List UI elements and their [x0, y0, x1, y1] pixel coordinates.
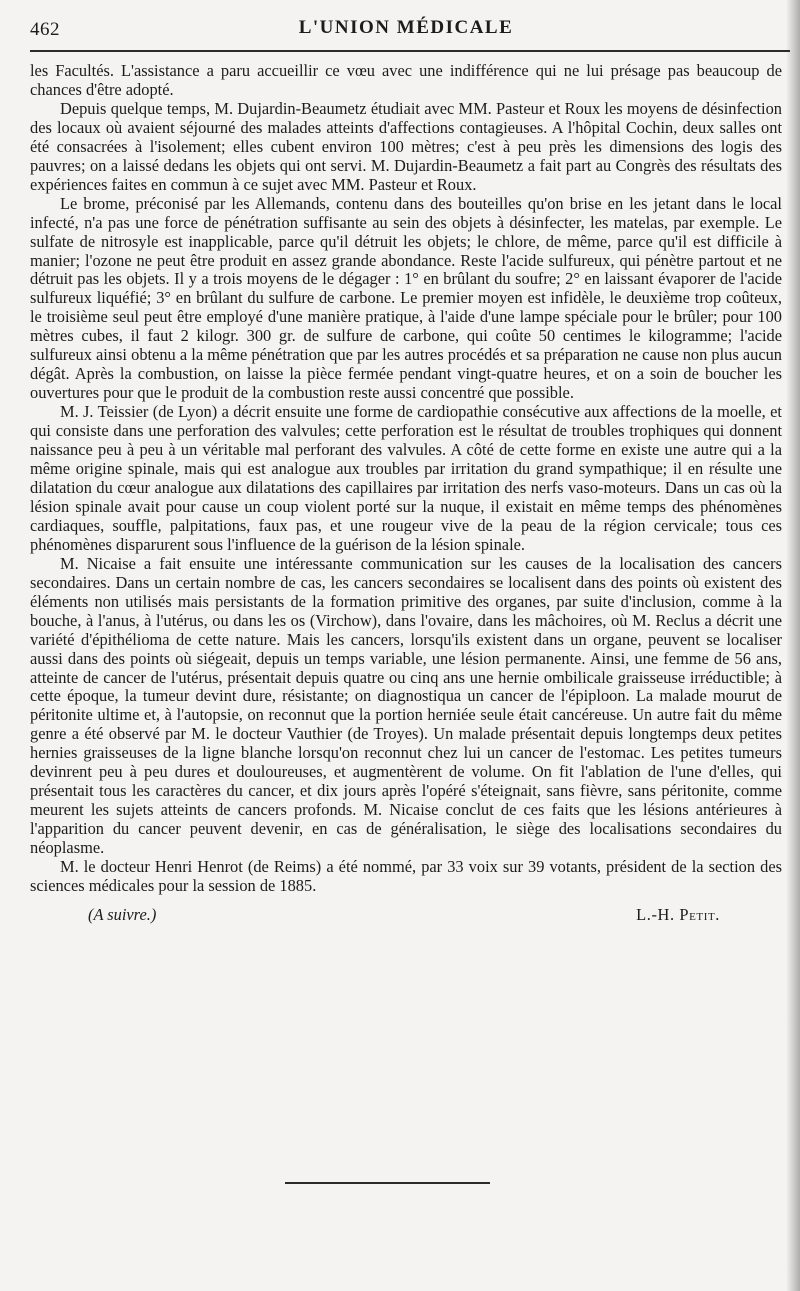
header-rule: [30, 50, 790, 52]
running-title: L'UNION MÉDICALE: [298, 17, 514, 38]
continuation-note: (A suivre.): [88, 904, 157, 924]
paragraph-nicaise: M. Nicaise a fait ensuite une intéressante communication sur les causes de la localisation des cancers secondaires. Dans un certain nombre de cas, les cancers secondaires se localisent dans des points où existent des éléments non utilisés mais persistants de la formation primitive des organes, par suite d'inclusion, comme à la bouche, à l'anus, à l'utérus, ou dans les os (Virchow), dans l'ovaire, dans les mâchoires, où M. Reclus a décrit une variété d'épithélioma de cette nature. Mais les cancers, lorsqu'ils existent dans un organe, peuvent se localiser aussi dans des points où siégeait, depuis un temps variable, une lésion permanente. Ainsi, une femme de 56 ans, atteinte de cancer de l'utérus, présentait depuis quatre ou cinq ans une hernie ombilicale graisseuse irréductible; à cette époque, la tumeur devint dure, résistante; on diagnostiqua un cancer de l'épiploon. La malade mourut de péritonite ultime et, à l'autopsie, on reconnut que la portion herniée seule était cancéreuse. Un autre fait du même genre a été observé par M. le docteur Vauthier (de Troyes). Un malade présentait depuis longtemps deux petites hernies graisseuses de la ligne blanche lorsqu'on reconnut chez lui un cancer de l'estomac. Les petites tumeurs devinrent peu à peu dures et douloureuses, et augmentèrent de volume. On fit l'ablation de l'une d'elles, qui présentait tous les caractères du cancer, et dix jours après l'opéré s'éteignait, sans fièvre, sans péritonite, comme meurent les sujets atteints de cancers profonds. M. Nicaise conclut de ces faits que les lésions antérieures à l'apparition du cancer peuvent devenir, en cas de généralisation, le siège des localisations secondaires du néoplasme.: [30, 553, 782, 858]
page-number: 462: [30, 19, 60, 40]
author-signature: L.-H. Petit.: [636, 904, 720, 924]
paragraph-henrot: M. le docteur Henri Henrot (de Reims) a été nommé, par 33 voix sur 39 votants, président de la section des sciences médicales pour la session de 1885.: [30, 857, 782, 895]
page-edge-shadow: [786, 0, 800, 1291]
paragraph-continuation: les Facultés. L'assistance a paru accueillir ce vœu avec une indifférence qui ne lui présage pas beaucoup de chances d'être adopté.: [30, 61, 782, 99]
page-header: [30, 17, 782, 47]
paragraph-disinfection: Depuis quelque temps, M. Dujardin-Beaumetz étudiait avec MM. Pasteur et Roux les moyens de désinfection des locaux où avaient séjourné des malades atteints d'affections contagieuses. A l'hôpital Cochin, deux salles ont été consacrées à l'isolement; elles cubent environ 100 mètres; c'est à peu près les dimensions des logis des pauvres; on a laissé dedans les objets qui ont servi. M. Dujardin-Beaumetz a fait part au Congrès des résultats des expériences faites en commun à ce sujet avec MM. Pasteur et Roux.: [30, 98, 782, 194]
end-rule: [285, 1182, 490, 1184]
article-body: [30, 62, 782, 928]
paragraph-teissier: M. J. Teissier (de Lyon) a décrit ensuite une forme de cardiopathie consécutive aux affections de la moelle, et qui consiste dans une perforation des valvules; cette perforation est le résultat de troubles trophiques qui donnent naissance peu à peu à un véritable mal perforant des valvules. A côté de cette forme en existe une autre qui a la même origine spinale, mais qui est analogue aux troubles par irritation du grand sympathique; il en résulte une dilatation du cœur analogue aux dilatations des capillaires par irritation des nerfs vaso-moteurs. Dans un cas où la lésion spinale avait pour cause un coup violent porté sur la nuque, il existait en même temps des phénomènes cardiaques, souffle, palpitations, faux pas, et une rougeur vive de la peau de la région cervicale; tous ces phénomènes disparurent sous l'influence de la guérison de la lésion spinale.: [30, 402, 782, 554]
article-footer: [30, 906, 782, 928]
paragraph-brome: Le brome, préconisé par les Allemands, contenu dans des bouteilles qu'on brise en les jetant dans le local infecté, n'a pas une force de pénétration suffisante au sein des objets à désinfecter, les matelas, par exemple. Le sulfate de nitrosyle est inapplicable, parce qu'il détruit les objets; le chlore, de même, parce qu'il est difficile à manier; l'ozone ne peut être produit en assez grande abondance. Reste l'acide sulfureux, qui pénètre partout et ne détruit pas les objets. Il y a trois moyens de le dégager : 1° en brûlant du soufre; 2° en laissant évaporer de l'acide sulfureux liquéfié; 3° en brûlant du sulfure de carbone. Le premier moyen est infidèle, le deuxième trop coûteux, le troisième seul peut être employé d'une manière pratique, à l'aide d'une lampe spéciale pour le brûler; pour 100 mètres cubes, il faut 2 kilogr. 300 gr. de sulfure de carbone, qui coûte 50 centimes le kilogramme; l'acide sulfureux ainsi obtenu a la même pénétration que par les autres procédés et sa préparation ne cause non plus aucun dégât. Après la combustion, on laisse la pièce fermée pendant vingt-quatre heures, et on a soin de boucher les ouvertures pour que le produit de la combustion reste aussi concentré que possible.: [30, 193, 782, 403]
